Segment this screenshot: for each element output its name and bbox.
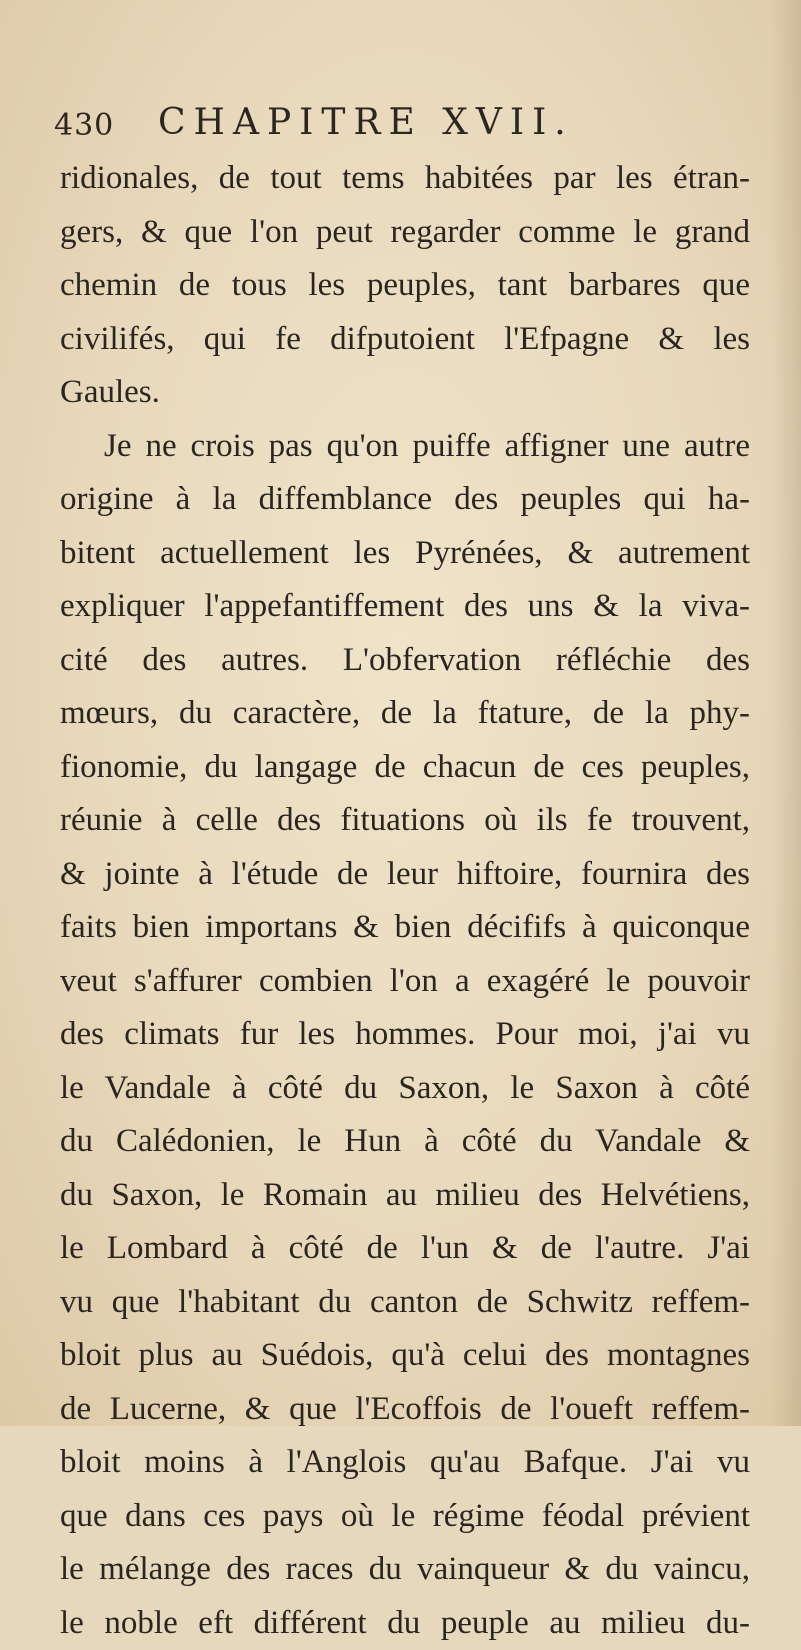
text-line: Je ne crois pas qu'on puiffe affigner une autre	[60, 420, 750, 474]
text-line: que dans ces pays où le régime féodal prévient	[60, 1490, 750, 1544]
text-line: vu que l'habitant du canton de Schwitz reffem-	[60, 1276, 750, 1330]
text-line: des climats fur les hommes. Pour moi, j'ai vu	[60, 1008, 750, 1062]
text-line: & jointe à l'étude de leur hiftoire, fournira des	[60, 848, 750, 902]
text-line: le Vandale à côté du Saxon, le Saxon à côté	[60, 1062, 750, 1116]
text-line: de Lucerne, & que l'Ecoffois de l'oueft reffem-	[60, 1383, 750, 1437]
text-line: bloit moins à l'Anglois qu'au Bafque. J'ai vu	[60, 1436, 750, 1490]
page-number: 430	[54, 108, 114, 143]
text-line: Gaules.	[60, 366, 750, 420]
text-line: ridionales, de tout tems habitées par les étran-	[60, 152, 750, 206]
text-line: cité des autres. L'obfervation réfléchie des	[60, 634, 750, 688]
text-line: veut s'affurer combien l'on a exagéré le pouvoir	[60, 955, 750, 1009]
text-body	[60, 152, 750, 1650]
page-header	[54, 92, 754, 152]
text-line: le mélange des races du vainqueur & du vaincu,	[60, 1543, 750, 1597]
text-line: chemin de tous les peuples, tant barbares que	[60, 259, 750, 313]
text-line: le noble eft différent du peuple au milieu du-	[60, 1597, 750, 1650]
text-line: du Calédonien, le Hun à côté du Vandale &	[60, 1115, 750, 1169]
text-line: bloit plus au Suédois, qu'à celui des montagnes	[60, 1329, 750, 1383]
running-head: CHAPITRE XVII.	[158, 102, 574, 143]
text-line: civilifés, qui fe difputoient l'Efpagne & les	[60, 313, 750, 367]
text-line: bitent actuellement les Pyrénées, & autrement	[60, 527, 750, 581]
text-line: réunie à celle des fituations où ils fe trouvent,	[60, 794, 750, 848]
text-line: fionomie, du langage de chacun de ces peuples,	[60, 741, 750, 795]
text-line: origine à la diffemblance des peuples qui ha-	[60, 473, 750, 527]
text-line: mœurs, du caractère, de la ftature, de la phy-	[60, 687, 750, 741]
text-line: gers, & que l'on peut regarder comme le grand	[60, 206, 750, 260]
text-line: du Saxon, le Romain au milieu des Helvétiens,	[60, 1169, 750, 1223]
text-line: le Lombard à côté de l'un & de l'autre. J'ai	[60, 1222, 750, 1276]
text-line: faits bien importans & bien décififs à quiconque	[60, 901, 750, 955]
text-line: expliquer l'appefantiffement des uns & la viva-	[60, 580, 750, 634]
